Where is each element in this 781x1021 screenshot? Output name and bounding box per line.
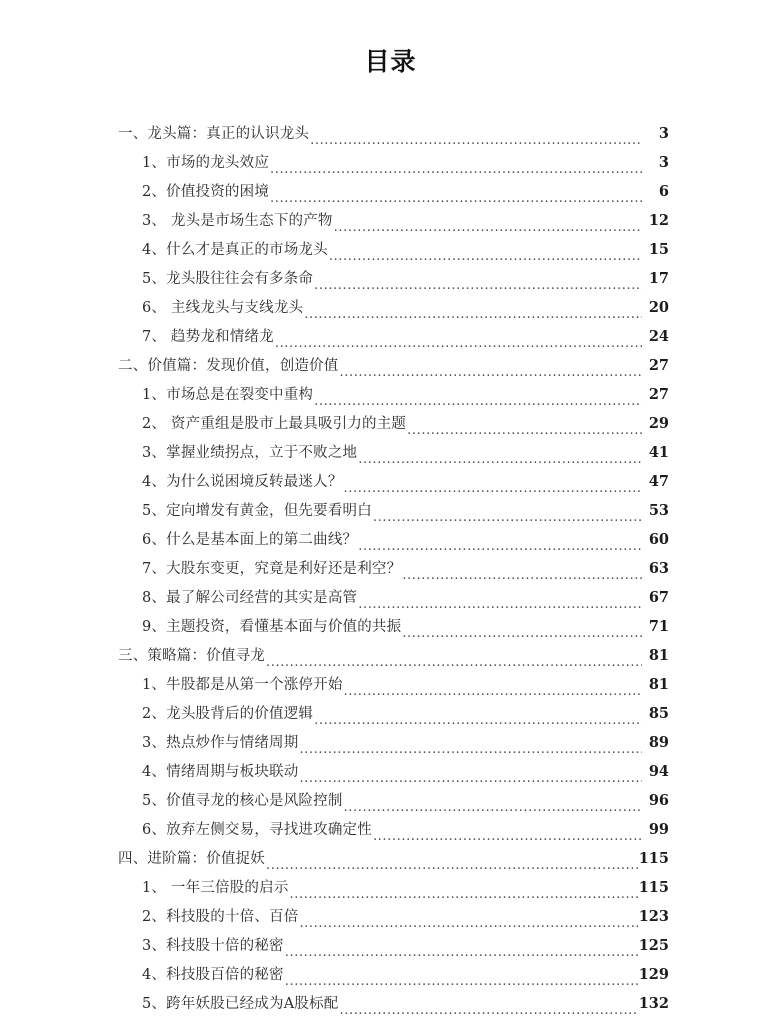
toc-sub-entry[interactable] [0, 963, 781, 992]
toc-entry-label: 9、主题投资，看懂基本面与价值的共振 [142, 619, 402, 635]
toc-dot-leader [285, 948, 638, 962]
toc-section-entry[interactable] [0, 122, 781, 151]
toc-entry-label: 3、掌握业绩拐点，立于不败之地 [142, 445, 358, 461]
toc-entry-label: 三、策略篇：价值寻龙 [118, 648, 265, 664]
toc-dot-leader [329, 252, 642, 266]
toc-entry-page-number: 85 [648, 705, 669, 722]
toc-entry-label: 7、 趋势龙和情绪龙 [142, 329, 274, 345]
toc-dot-leader [340, 368, 643, 382]
toc-dot-leader [310, 136, 642, 150]
toc-dot-leader [344, 687, 642, 701]
toc-entry-label: 3、科技股十倍的秘密 [142, 938, 284, 954]
toc-entry-label: 6、 主线龙头与支线龙头 [142, 300, 304, 316]
toc-dot-leader [285, 977, 638, 991]
toc-entry-page-number: 17 [648, 270, 669, 287]
toc-entry-page-number: 67 [648, 589, 669, 606]
toc-sub-entry[interactable] [0, 238, 781, 267]
table-of-contents [0, 122, 781, 1021]
toc-dot-leader [299, 774, 642, 788]
toc-dot-leader [304, 310, 642, 324]
toc-sub-entry[interactable] [0, 151, 781, 180]
toc-entry-page-number: 125 [638, 937, 669, 954]
toc-entry-label: 2、科技股的十倍、百倍 [142, 909, 299, 925]
toc-sub-entry[interactable] [0, 731, 781, 760]
toc-dot-leader [358, 600, 642, 614]
toc-entry-label: 5、龙头股往往会有多条命 [142, 271, 314, 287]
page-title: 目录 [364, 47, 417, 76]
toc-entry-label: 二、价值篇：发现价值，创造价值 [118, 358, 339, 374]
toc-dot-leader [340, 1006, 638, 1020]
toc-sub-entry[interactable] [0, 702, 781, 731]
toc-sub-entry[interactable] [0, 470, 781, 499]
toc-sub-entry[interactable] [0, 760, 781, 789]
toc-entry-label: 1、市场总是在裂变中重构 [142, 387, 314, 403]
toc-dot-leader [266, 861, 638, 875]
toc-dot-leader [275, 339, 642, 353]
toc-entry-page-number: 3 [658, 125, 669, 142]
toc-entry-label: 1、牛股都是从第一个涨停开始 [142, 677, 343, 693]
toc-entry-page-number: 96 [648, 792, 669, 809]
toc-sub-entry[interactable] [0, 876, 781, 905]
toc-entry-page-number: 27 [648, 357, 669, 374]
toc-dot-leader [407, 426, 642, 440]
toc-entry-page-number: 15 [648, 241, 669, 258]
toc-entry-label: 2、 资产重组是股市上最具吸引力的主题 [142, 416, 407, 432]
toc-dot-leader [358, 455, 642, 469]
toc-entry-page-number: 81 [648, 647, 669, 664]
toc-entry-page-number: 123 [638, 908, 669, 925]
toc-entry-label: 1、 一年三倍股的启示 [142, 880, 289, 896]
toc-entry-label: 7、大股东变更，究竟是利好还是利空？ [142, 561, 402, 577]
toc-entry-label: 6、什么是基本面上的第二曲线？ [142, 532, 358, 548]
toc-entry-page-number: 29 [648, 415, 669, 432]
toc-dot-leader [314, 281, 642, 295]
toc-sub-entry[interactable] [0, 934, 781, 963]
toc-section-entry[interactable] [0, 847, 781, 876]
toc-dot-leader [270, 194, 642, 208]
toc-sub-entry[interactable] [0, 383, 781, 412]
toc-entry-page-number: 27 [648, 386, 669, 403]
toc-sub-entry[interactable] [0, 586, 781, 615]
toc-dot-leader [270, 165, 642, 179]
toc-entry-label: 4、情绪周期与板块联动 [142, 764, 299, 780]
toc-dot-leader [314, 716, 642, 730]
toc-entry-page-number: 132 [638, 995, 669, 1012]
toc-sub-entry[interactable] [0, 209, 781, 238]
toc-dot-leader [290, 890, 638, 904]
toc-entry-page-number: 3 [658, 154, 669, 171]
toc-dot-leader [299, 919, 637, 933]
toc-entry-page-number: 53 [648, 502, 669, 519]
toc-sub-entry[interactable] [0, 296, 781, 325]
toc-entry-label: 5、跨年妖股已经成为A股标配 [142, 996, 339, 1012]
toc-sub-entry[interactable] [0, 412, 781, 441]
toc-dot-leader [314, 397, 642, 411]
toc-entry-label: 四、进阶篇：价值捉妖 [118, 851, 265, 867]
toc-dot-leader [358, 542, 642, 556]
toc-entry-page-number: 47 [648, 473, 669, 490]
toc-sub-entry[interactable] [0, 615, 781, 644]
toc-sub-entry[interactable] [0, 499, 781, 528]
toc-entry-label: 4、什么才是真正的市场龙头 [142, 242, 328, 258]
toc-entry-page-number: 94 [648, 763, 669, 780]
toc-sub-entry[interactable] [0, 905, 781, 934]
toc-entry-label: 5、价值寻龙的核心是风险控制 [142, 793, 343, 809]
toc-section-entry[interactable] [0, 354, 781, 383]
toc-dot-leader [373, 832, 642, 846]
toc-dot-leader [266, 658, 642, 672]
toc-entry-page-number: 71 [648, 618, 669, 635]
toc-entry-page-number: 115 [638, 879, 669, 896]
toc-dot-leader [344, 803, 642, 817]
toc-entry-label: 4、科技股百倍的秘密 [142, 967, 284, 983]
toc-entry-page-number: 24 [648, 328, 669, 345]
toc-entry-label: 一、龙头篇：真正的认识龙头 [118, 126, 310, 142]
toc-entry-label: 5、定向增发有黄金，但先要看明白 [142, 503, 372, 519]
toc-dot-leader [334, 223, 642, 237]
toc-dot-leader [402, 629, 642, 643]
toc-sub-entry[interactable] [0, 325, 781, 354]
toc-entry-page-number: 115 [638, 850, 669, 867]
toc-entry-page-number: 20 [648, 299, 669, 316]
toc-entry-page-number: 99 [648, 821, 669, 838]
toc-entry-label: 3、 龙头是市场生态下的产物 [142, 213, 333, 229]
toc-entry-page-number: 81 [648, 676, 669, 693]
toc-section-entry[interactable] [0, 644, 781, 673]
toc-sub-entry[interactable] [0, 789, 781, 818]
toc-sub-entry[interactable] [0, 441, 781, 470]
toc-entry-label: 4、为什么说困境反转最迷人？ [142, 474, 343, 490]
toc-entry-page-number: 12 [648, 212, 669, 229]
toc-entry-label: 2、价值投资的困境 [142, 184, 270, 200]
toc-entry-page-number: 89 [648, 734, 669, 751]
toc-sub-entry[interactable] [0, 528, 781, 557]
toc-sub-entry[interactable] [0, 818, 781, 847]
toc-sub-entry[interactable] [0, 992, 781, 1021]
toc-entry-page-number: 60 [648, 531, 669, 548]
toc-entry-label: 2、龙头股背后的价值逻辑 [142, 706, 314, 722]
toc-sub-entry[interactable] [0, 180, 781, 209]
toc-dot-leader [344, 484, 642, 498]
toc-entry-label: 6、放弃左侧交易，寻找进攻确定性 [142, 822, 372, 838]
toc-entry-label: 1、市场的龙头效应 [142, 155, 270, 171]
toc-sub-entry[interactable] [0, 267, 781, 296]
toc-dot-leader [373, 513, 642, 527]
toc-entry-label: 3、热点炒作与情绪周期 [142, 735, 299, 751]
toc-sub-entry[interactable] [0, 673, 781, 702]
toc-dot-leader [299, 745, 642, 759]
toc-entry-page-number: 129 [638, 966, 669, 983]
toc-entry-page-number: 63 [648, 560, 669, 577]
toc-entry-page-number: 6 [658, 183, 669, 200]
toc-entry-page-number: 41 [648, 444, 669, 461]
toc-sub-entry[interactable] [0, 557, 781, 586]
toc-entry-label: 8、最了解公司经营的其实是高管 [142, 590, 358, 606]
toc-dot-leader [402, 571, 642, 585]
